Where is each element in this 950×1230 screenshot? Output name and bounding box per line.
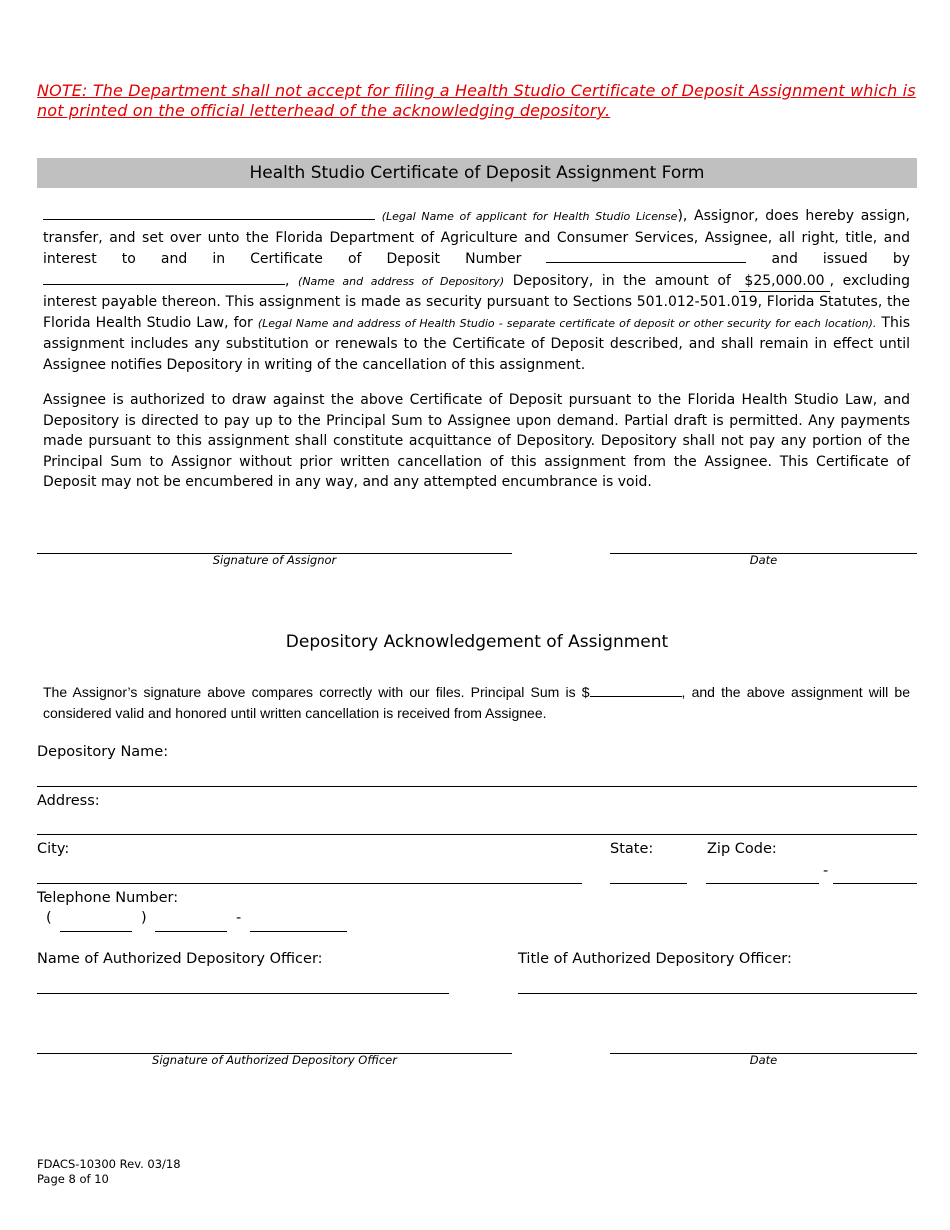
address-line[interactable]	[37, 834, 917, 835]
assignment-text-5: This assignment includes any substitution or renewals to the Certificate of Deposit described, and shall remain in effect until Assignee notifies Depository in writing of the cancellation of this assignment.	[43, 314, 911, 373]
officer-name-line[interactable]	[37, 993, 449, 994]
ack-text-2: , and the above assignment will be considered valid and honored until written cancellation is received from Assignee.	[43, 684, 910, 721]
city-label: City:	[37, 841, 70, 857]
applicant-hint: (Legal Name of applicant for Health Studio License	[381, 210, 678, 223]
certificate-number-field[interactable]	[546, 248, 746, 263]
state-line[interactable]	[610, 883, 687, 884]
depository-name-label: Depository Name:	[37, 744, 169, 760]
zip-ext-line[interactable]	[833, 883, 917, 884]
area-code-line[interactable]	[60, 931, 132, 932]
assignment-text-4: , excluding interest payable thereon. This assignment is made as security pursuant to Sections 501.012-501.019, Florida Statutes, the Florida Health Studio Law, for	[43, 272, 911, 331]
city-line[interactable]	[37, 883, 582, 884]
address-label: Address:	[37, 793, 100, 809]
phone-open-paren: (	[46, 910, 52, 926]
ack-text-1: The Assignor’s signature above compares correctly with our files. Principal Sum is $	[43, 684, 590, 700]
officer-name-label: Name of Authorized Depository Officer:	[37, 951, 323, 967]
principal-sum-field[interactable]	[590, 682, 682, 697]
telephone-label: Telephone Number:	[37, 890, 179, 906]
officer-signature-label: Signature of Authorized Depository Officer	[152, 1053, 397, 1067]
depository-hint: (Name and address of Depository)	[298, 274, 505, 288]
form-title: Health Studio Certificate of Deposit Assignment Form	[249, 163, 705, 183]
assignor-signature-label: Signature of Assignor	[212, 553, 337, 567]
assignment-text-3: Depository, in the amount of	[512, 272, 731, 289]
comma: ,	[285, 272, 290, 289]
depository-name-line[interactable]	[37, 786, 917, 787]
state-label: State:	[610, 841, 654, 857]
acknowledgement-title: Depository Acknowledgement of Assignment	[285, 632, 669, 652]
page-number: Page 8 of 10	[37, 1172, 109, 1186]
assignment-text-2: and issued by	[771, 251, 911, 267]
form-id: FDACS-10300 Rev. 03/18	[37, 1157, 181, 1171]
amount-field[interactable]: $25,000.00	[739, 271, 829, 293]
assignment-paragraph	[43, 205, 910, 375]
studio-hint: (Legal Name and address of Health Studio - separate certificate of deposit or other security for each location).	[257, 316, 877, 330]
footer	[37, 1157, 181, 1187]
form-header-bar	[37, 158, 917, 188]
phone-line-number[interactable]	[250, 931, 347, 932]
officer-date-label: Date	[749, 1053, 778, 1067]
acknowledgement-paragraph	[43, 682, 910, 723]
officer-title-line[interactable]	[518, 993, 917, 994]
issuer-field[interactable]	[43, 270, 285, 285]
zip-dash: -	[823, 863, 829, 879]
phone-dash: -	[236, 910, 242, 926]
assignor-date-label: Date	[749, 553, 778, 567]
phone-prefix-line[interactable]	[155, 931, 227, 932]
assignment-text-1: ), Assignor, does hereby assign, transfer, and set over unto the Florida Department of Agriculture and Consumer Services, Assignee, all right, title, and interest to and in Certificate of Deposit Number	[43, 208, 910, 267]
officer-title-label: Title of Authorized Depository Officer:	[518, 951, 792, 967]
authorization-paragraph: Assignee is authorized to draw against the above Certificate of Deposit pursuant to the Florida Health Studio Law, and Depository is directed to pay up to the Principal Sum to Assignee upon demand. Partial draft is permitted. Any payments made pursuant to this assignment shall constitute acquittance of Depository. Depository shall not pay any portion of the Principal Sum to Assignor without prior written cancellation of this assignment from the Assignee. This Certificate of Deposit may not be encumbered in any way, and any attempted encumbrance is void.	[43, 392, 910, 490]
phone-close-paren: )	[141, 910, 147, 926]
zip-line[interactable]	[706, 883, 819, 884]
filing-note: NOTE: The Department shall not accept for filing a Health Studio Certificate of Deposit Assignment which is not printed on the official letterhead of the acknowledging depository.	[37, 81, 916, 120]
zip-label: Zip Code:	[707, 841, 777, 857]
applicant-name-field[interactable]	[43, 205, 375, 220]
